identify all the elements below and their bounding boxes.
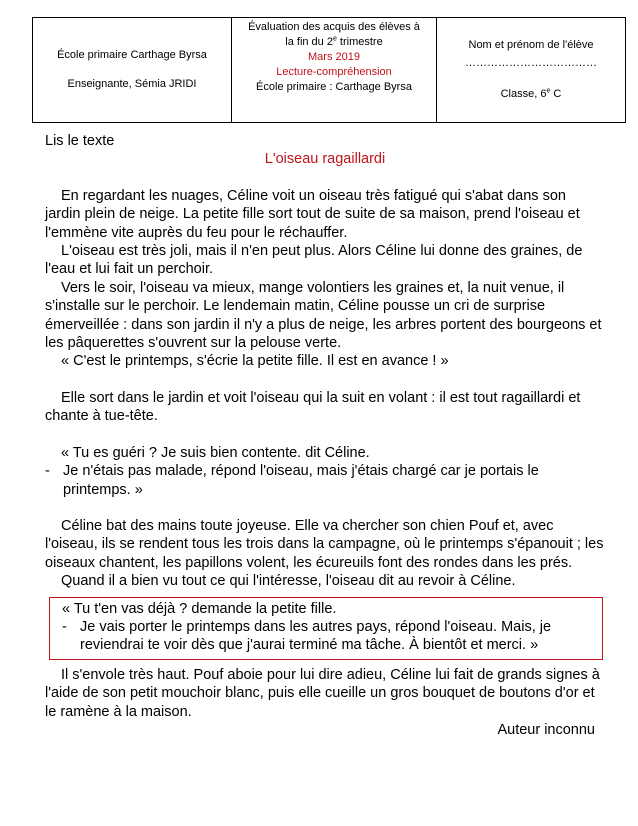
paragraph: Il s'envole très haut. Pouf aboie pour lui dire adieu, Céline lui fait de grands signes à l'aide de son petit mouchoir blanc, puis elle cueille un gros bouquet de boutons d'or et le ramène à la maison. <box>45 666 600 720</box>
school-cell <box>33 18 232 123</box>
dialogue-line: « Tu t'en vas déjà ? demande la petite fille. <box>62 600 337 617</box>
paragraph: Vers le soir, l'oiseau va mieux, mange volontiers les graines et, la nuit venue, il s'installe sur le perchoir. Le lendemain matin, Céline pousse un cri de surprise émerveillée : dans son jardin il n'y a plus de neige, les arbres portent des bourgeons et les pâquerettes s'ouvrent sur la pelouse verte. <box>45 279 602 352</box>
student-name-field[interactable]: ……………………………… <box>465 57 597 69</box>
dialogue-line: « Tu es guéri ? Je suis bien contente. dit Céline. <box>61 444 370 461</box>
eval-subject: Lecture-compréhension <box>276 66 392 78</box>
class-label: Classe, 6e C <box>500 87 562 100</box>
teacher-name: Enseignante, Sémia JRIDI <box>67 78 197 90</box>
paragraph: Quand il a bien vu tout ce qui l'intéresse, l'oiseau dit au revoir à Céline. <box>61 573 516 590</box>
paragraph: « C'est le printemps, s'écrie la petite fille. Il est en avance ! » <box>61 353 449 370</box>
eval-title-line2: la fin du 2e trimestre <box>285 35 383 48</box>
paragraph: L'oiseau est très joli, mais il n'en peut plus. Alors Céline lui donne des graines, de l'eau et lui fait un perchoir. <box>45 243 583 278</box>
text-title: L'oiseau ragaillardi <box>264 151 386 168</box>
paragraph: En regardant les nuages, Céline voit un oiseau très fatigué qui s'abat dans son jardin plein de neige. La petite fille sort tout de suite de sa maison, prend l'oiseau et l'emmène vite auprès du feu pour le réchauffer. <box>45 187 580 241</box>
school-name: École primaire Carthage Byrsa <box>57 49 207 61</box>
header-table <box>32 17 626 123</box>
evaluation-cell <box>232 18 437 123</box>
eval-date: Mars 2019 <box>308 51 360 63</box>
instruction: Lis le texte <box>45 133 115 149</box>
author: Auteur inconnu <box>497 721 595 738</box>
eval-title-line1: Évaluation des acquis des élèves à <box>248 21 420 33</box>
dialogue-line: - Je vais porter le printemps dans les autres pays, répond l'oiseau. Mais, je reviendrai te voir dès que j'aurai terminé ma tâche. À bientôt et merci. » <box>62 618 552 654</box>
dialogue-line: - Je n'étais pas malade, répond l'oiseau, mais j'étais chargé car je portais le printemps. » <box>45 463 539 498</box>
paragraph: Elle sort dans le jardin et voit l'oiseau qui la suit en volant : il est tout ragaillardi et chante à tue-tête. <box>45 389 581 425</box>
student-cell <box>437 18 626 123</box>
dialogue-box <box>49 597 603 660</box>
reading-text <box>45 132 605 739</box>
student-name-label: Nom et prénom de l'élève <box>468 39 594 51</box>
eval-school: École primaire : Carthage Byrsa <box>256 81 412 93</box>
paragraph: Céline bat des mains toute joyeuse. Elle va chercher son chien Pouf et, avec l'oiseau, ils se rendent tous les trois dans la campagne, où le printemps s'épanouit ; les oiseaux chantent, les papillons volent, les écureuils font des rondes dans les prés. <box>45 517 604 571</box>
